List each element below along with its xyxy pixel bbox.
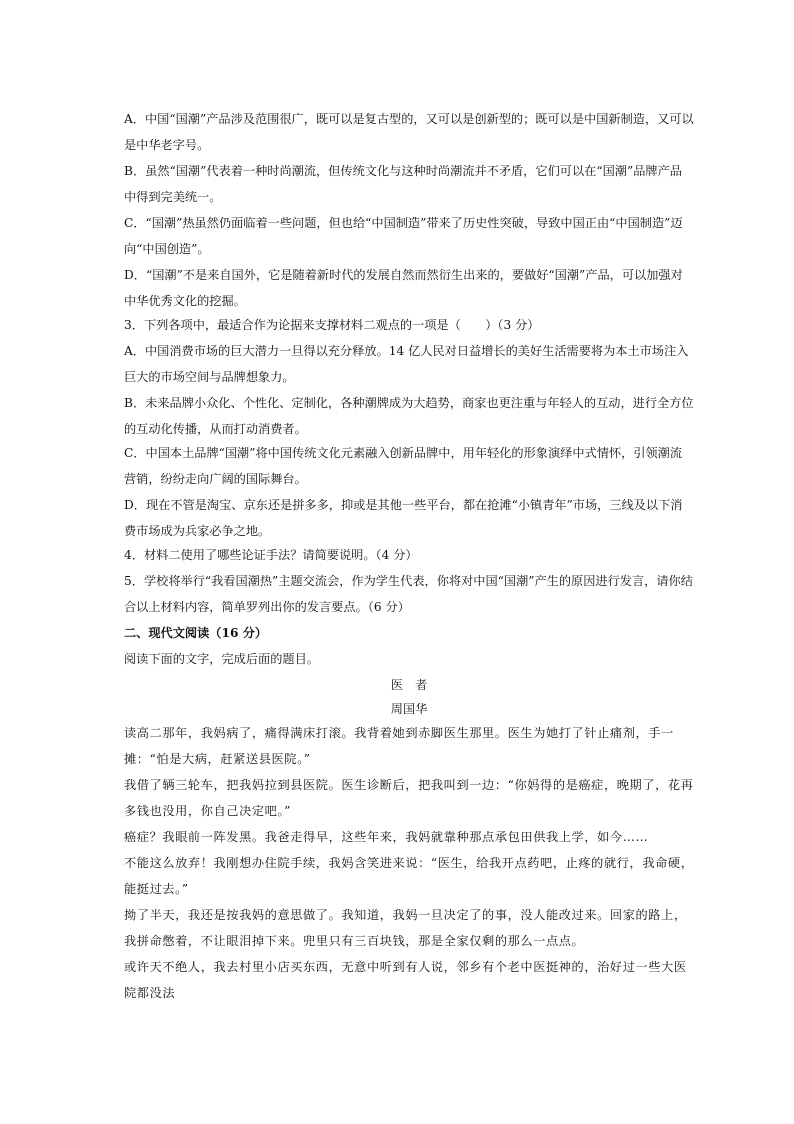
story-paragraph: 我借了辆三轮车，把我妈拉到县医院。医生诊断后，把我叫到一边：“你妈得的是癌症，晚期了，花再多钱也没用，你自己决定吧。” [124,778,694,818]
q3-option-c: C．中国本土品牌“国潮”将中国传统文化元素融入创新品牌中，用年轻化的形象演绎中式情怀，引领潮流营销，纷纷走向广阔的国际舞台。 [124,446,683,486]
q2-option-b: B．虽然“国潮”代表着一种时尚潮流，但传统文化与这种时尚潮流并不矛盾，它们可以在“国潮”品牌产品中得到完美统一。 [124,164,682,204]
q2-option-c: C．“国潮”热虽然仍面临着一些问题，但也给“中国制造”带来了历史性突破，导致中国正由“中国制造”迈向“中国创造”。 [124,216,683,256]
story-paragraph: 读高二那年，我妈病了，痛得满床打滚。我背着她到赤脚医生那里。医生为她打了针止痛剂，手一摊：“怕是大病，赶紧送县医院。” [124,726,674,766]
q2-option-d: D．“国潮”不是来自国外，它是随着新时代的发展自然而然衍生出来的，要做好“国潮”产品，可以加强对中华优秀文化的挖掘。 [124,268,683,308]
story-title: 医 者 [390,678,428,692]
q3-option-a: A．中国消费市场的巨大潜力一旦得以充分释放。14 亿人民对日益增长的美好生活需要将为本土市场注入巨大的市场空间与品牌想象力。 [124,344,689,384]
story-paragraph: 不能这么放弃！我刚想办住院手续，我妈含笑进来说：“医生，给我开点药吧，止疼的就行，我命硬，能挺过去。” [124,856,694,896]
section-heading: 二、现代文阅读（16 分） [124,626,268,640]
story-paragraph: 拗了半天，我还是按我妈的意思做了。我知道，我妈一旦决定了的事，没人能改过来。回家的路上，我拼命憋着，不让眼泪掉下来。兜里只有三百块钱，那是全家仅剩的那么一点点。 [124,908,687,948]
q3-option-b: B．未来品牌小众化、个性化、定制化，各种潮牌成为大趋势，商家也更注重与年轻人的互动，进行全方位的互动化传播，从而打动消费者。 [124,396,694,436]
q4-stem: 4．材料二使用了哪些论证手法？请简要说明。（4 分） [124,548,418,562]
q3-option-d: D．现在不管是淘宝、京东还是拼多多，抑或是其他一些平台，都在抢滩“小镇青年”市场，三线及以下消费市场成为兵家必争之地。 [124,498,683,538]
story-paragraph: 或许天不绝人，我去村里小店买东西，无意中听到有人说，邻乡有个老中医挺神的，治好过一些大医院都没法 [124,960,687,1000]
q3-stem: 3．下列各项中，最适合作为论据来支撑材料二观点的一项是（ ）（3 分） [124,318,540,332]
story-author: 周国华 [390,702,428,716]
story-paragraph: 癌症？我眼前一阵发黑。我爸走得早，这些年来，我妈就靠种那点承包田供我上学，如今…… [124,830,649,844]
q2-option-a: A．中国“国潮”产品涉及范围很广，既可以是复古型的，又可以是创新型的；既可以是中国新制造，又可以是中华老字号。 [124,112,694,152]
section-instruction: 阅读下面的文字，完成后面的题目。 [124,652,319,666]
q5-stem: 5．学校将举行“我看国潮热”主题交流会，作为学生代表，你将对中国“国潮”产生的原因进行发言，请你结合以上材料内容，简单罗列出你的发言要点。（6 分） [124,574,693,614]
